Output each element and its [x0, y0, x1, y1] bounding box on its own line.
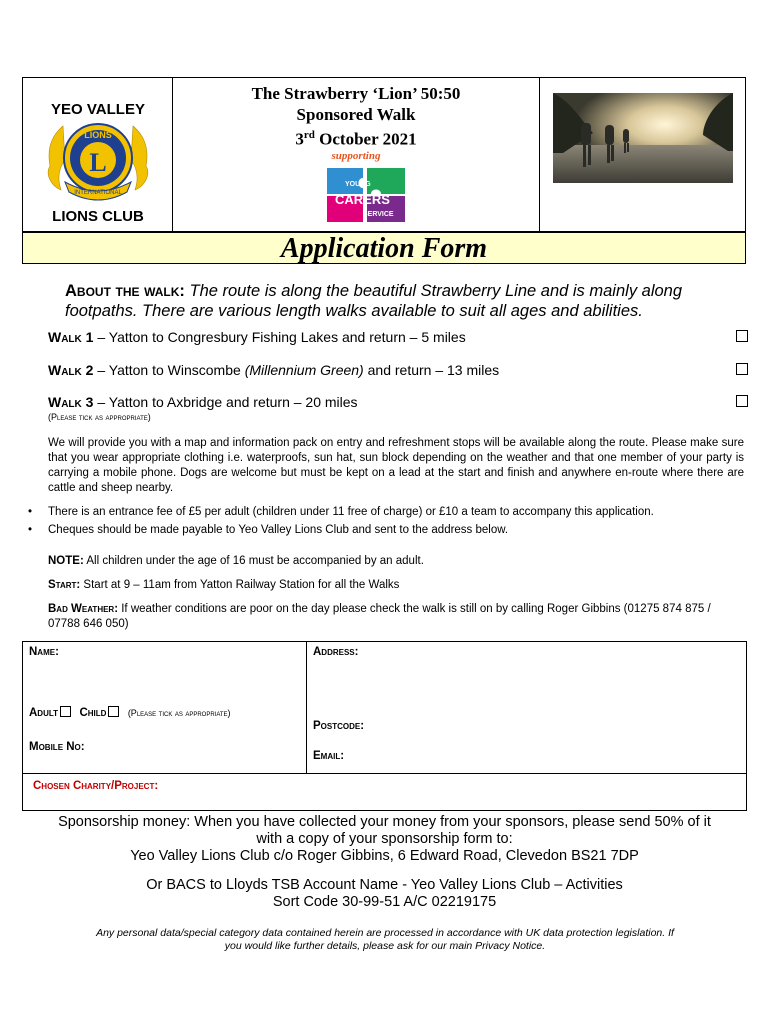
sponsorship-instructions: Sponsorship money: When you have collected your money from your sponsors, please send 50% of it with a copy of your sponsorship form to: Yeo Valley Lions Club c/o Roger Gibbins, 6 Edward Road, Clevedon BS21 7DP: [58, 814, 711, 864]
name-field[interactable]: [83, 644, 298, 684]
young-carers-logo: [323, 164, 409, 226]
adult-child-row: Adult Child (Please tick as appropriate): [29, 707, 231, 719]
form-title-band: [22, 232, 746, 264]
charity-logo-line3: SERVICE: [363, 211, 394, 218]
start-line: Start: Start at 9 – 11am from Yatton Railway Station for all the Walks: [48, 579, 400, 591]
mobile-field[interactable]: [108, 739, 298, 757]
form-title: Application Form: [280, 233, 488, 264]
adult-checkbox[interactable]: [60, 706, 71, 717]
bacs-details: Or BACS to Lloyds TSB Account Name - Yeo Valley Lions Club – Activities Sort Code 30-99-51 A/C 02219175: [146, 877, 623, 910]
about-walk-lead: About the walk:: [65, 282, 185, 300]
name-field-label: Name:: [29, 646, 59, 658]
walk-2-checkbox[interactable]: [736, 363, 748, 375]
walk-option-3: Walk 3 – Yatton to Axbridge and return – 20 miles: [48, 394, 748, 410]
bad-weather-line: Bad Weather: If weather conditions are poor on the day please check the walk is still on by calling Roger Gibbins (01275 874 875 / 07788 646 050): [48, 603, 711, 630]
logo-ring-text: LIONS: [84, 130, 112, 140]
logo-bottom-text: LIONS CLUB: [52, 208, 144, 225]
postcode-field-label: Postcode:: [313, 720, 365, 732]
about-walk: [65, 281, 745, 321]
application-details-form: [22, 641, 747, 811]
charity-logo-line2: CARERS: [335, 192, 390, 207]
info-paragraph: We will provide you with a map and information pack on entry and refreshment stops will be available along the route. Please make sure that you wear appropriate clothing i.e. waterproofs, sun hat, sun block depending on the weather and that one member of your party is carrying a mobile phone. Dogs are welcome but must be kept on a lead at the start and finish and anywhere en-route where there are cattle and sheep nearby.: [48, 437, 744, 494]
chosen-charity-label: Chosen Charity/Project:: [33, 780, 159, 792]
charity-logo-line1: YOUNG: [345, 181, 371, 188]
logo-center-letter: L: [89, 148, 107, 177]
email-field-label: Email:: [313, 750, 345, 762]
header-table: [22, 77, 746, 232]
photo-cell: [540, 78, 745, 231]
supporting-text: supporting: [331, 149, 381, 162]
title-cell: [173, 78, 540, 231]
postcode-field[interactable]: [383, 718, 738, 734]
walk-1-checkbox[interactable]: [736, 330, 748, 342]
logo-cell: [23, 78, 173, 231]
walk-3-checkbox[interactable]: [736, 395, 748, 407]
privacy-notice: Any personal data/special category data contained herein are processed in accordance with UK data protection legislation. If you would like further details, please ask for our main Privacy Notice.: [96, 927, 674, 952]
walkers-photo: [553, 93, 733, 183]
application-form-page: YEO VALLEY LIONS L INTERNATIONAL LIONS CLUB The Strawberry ‘Lion’ 50:50 Sponsored Walk 3rd October 2021 supporting YOUNG CARERS SERVICE Application Form About the walk: The route is along the beautiful Strawberry Line and is mainly along footpaths. There are various length walks available to suit all ages and abilities. Walk 1 – Yatton to Congresbury Fishing Lakes and return – 5 miles Walk 2 – Yatton to Winscombe (Millennium Green) and return – 13 miles Walk 3 – Yatton to Axbridge and return – 20 miles (Please tick as appropriate) We will provide you with a map and information pack on entry and refreshment stops will be available along the route. Please make sure that you wear appropriate clothing i.e. waterproofs, sun hat, sun block depending on the weather and that one member of your party is carrying a mobile phone. Dogs are welcome but must be kept on a lead at the start and finish and anywhere en-route where there are cattle and sheep nearby. • There is an entrance fee of £5 per adult (children under 11 free of charge) or £10 a team to accompany this application. • Cheques should be made payable to Yeo Valley Lions Club and sent to the address below. NOTE: All children under the age of 16 must be accompanied by an adult. Start: Start at 9 – 11am from Yatton Railway Station for all the Walks Bad Weather: If weather conditions are poor on the day please check the walk is still on by calling Roger Gibbins (01275 874 875 / 07788 646 050) Name: Address: Adult Child (Please tick as appropriate) Postcode: Mobile No: Email: Chosen Charity/Project: Sponsorship money: When you have collected your money from your sponsors, please send 50% of it with a copy of your sponsorship form to: Yeo Valley Lions Club c/o Roger Gibbins, 6 Edward Road, Clevedon BS21 7DP Or BACS to Lloyds TSB Account Name - Yeo Valley Lions Club – Activities Sort Code 30-99-51 A/C 02219175 Any personal data/special category data contained herein are processed in accordance with UK data protection legislation. If you would like further details, please ask for our main Privacy Notice.: [0, 0, 770, 1024]
child-checkbox[interactable]: [108, 706, 119, 717]
note-line: NOTE: All children under the age of 16 must be accompanied by an adult.: [48, 555, 424, 567]
chosen-charity-field[interactable]: [213, 778, 738, 804]
address-field-label: Address:: [313, 646, 359, 658]
address-field[interactable]: [373, 644, 738, 714]
tick-note: (Please tick as appropriate): [48, 412, 151, 422]
mobile-field-label: Mobile No:: [29, 741, 85, 753]
event-title: The Strawberry ‘Lion’ 50:50: [251, 84, 461, 103]
walk-option-2: Walk 2 – Yatton to Winscombe (Millennium Green) and return – 13 miles: [48, 362, 748, 378]
event-date: 3rd October 2021: [295, 129, 417, 149]
logo-top-text: YEO VALLEY: [51, 101, 145, 118]
event-subtitle: Sponsored Walk: [296, 105, 416, 124]
about-walk-body: The route is along the beautiful Strawberry Line and is mainly along footpaths. There are various length walks available to suit all ages and abilities.: [65, 282, 683, 320]
walk-option-1: Walk 1 – Yatton to Congresbury Fishing Lakes and return – 5 miles: [48, 329, 748, 345]
email-field[interactable]: [363, 746, 738, 766]
lions-club-logo: [23, 78, 173, 233]
logo-band-text: INTERNATIONAL: [74, 190, 122, 196]
